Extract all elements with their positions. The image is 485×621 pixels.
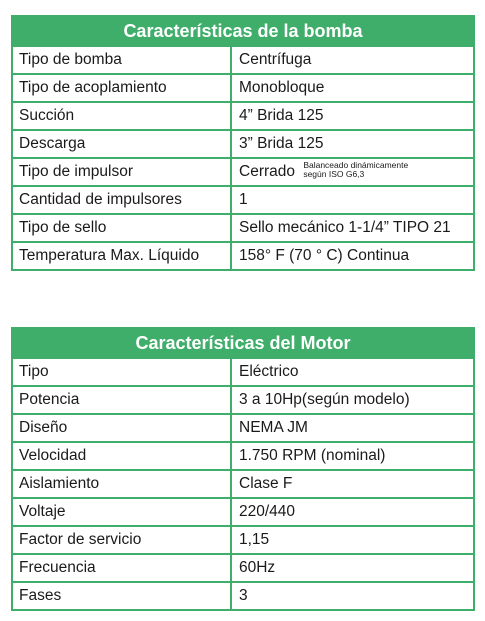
row-value: 3	[239, 587, 248, 604]
table-row	[13, 413, 473, 441]
row-value	[232, 159, 473, 185]
impeller-type-value: Cerrado	[239, 163, 295, 180]
motor-characteristics-table	[11, 327, 475, 611]
row-label: Aislamiento	[13, 471, 232, 497]
row-value: 3 a 10Hp(según modelo)	[239, 391, 410, 408]
table-row	[13, 129, 473, 157]
row-value: Clase F	[239, 475, 293, 492]
row-value: Sello mecánico 1-1/4” TIPO 21	[239, 219, 451, 236]
row-label: Velocidad	[13, 443, 232, 469]
row-value: 1	[239, 191, 248, 208]
row-label: Cantidad de impulsores	[13, 187, 232, 213]
row-value: 60Hz	[239, 559, 276, 576]
row-label: Factor de servicio	[13, 527, 232, 553]
table-row	[13, 385, 473, 413]
table-row	[13, 441, 473, 469]
row-label: Temperatura Max. Líquido	[13, 243, 232, 269]
table-row	[13, 157, 473, 185]
table-row	[13, 581, 473, 609]
table-row	[13, 525, 473, 553]
table-row	[13, 101, 473, 129]
table-row	[13, 73, 473, 101]
row-value: Eléctrico	[239, 363, 299, 380]
row-value: 3” Brida 125	[239, 135, 324, 152]
table-row	[13, 553, 473, 581]
row-label: Succión	[13, 103, 232, 129]
row-value: 1.750 RPM (nominal)	[239, 447, 386, 464]
pump-table-title: Características de la bomba	[13, 17, 473, 45]
row-label: Tipo de acoplamiento	[13, 75, 232, 101]
row-value: 1,15	[239, 531, 270, 548]
balancing-note-line2: según ISO G6,3	[303, 168, 365, 179]
table-row	[13, 45, 473, 73]
row-label: Voltaje	[13, 499, 232, 525]
row-label: Diseño	[13, 415, 232, 441]
table-row	[13, 241, 473, 269]
motor-table-title: Características del Motor	[13, 329, 473, 357]
row-label: Tipo	[13, 359, 232, 385]
row-value: Centrífuga	[239, 51, 312, 68]
row-label: Descarga	[13, 131, 232, 157]
table-row	[13, 213, 473, 241]
row-value: NEMA JM	[239, 419, 308, 436]
balancing-note	[303, 161, 408, 179]
table-row	[13, 357, 473, 385]
row-label: Fases	[13, 583, 232, 609]
row-label: Tipo de impulsor	[13, 159, 232, 185]
row-value: 4” Brida 125	[239, 107, 324, 124]
table-row	[13, 185, 473, 213]
row-value: 220/440	[239, 503, 296, 520]
table-row	[13, 497, 473, 525]
row-label: Tipo de sello	[13, 215, 232, 241]
row-label: Frecuencia	[13, 555, 232, 581]
row-label: Potencia	[13, 387, 232, 413]
pump-characteristics-table	[11, 15, 475, 271]
row-label: Tipo de bomba	[13, 47, 232, 73]
table-row	[13, 469, 473, 497]
balancing-note-line1: Balanceado dinámicamente	[303, 159, 409, 170]
row-value: 158° F (70 ° C) Continua	[239, 247, 410, 264]
row-value: Monobloque	[239, 79, 325, 96]
